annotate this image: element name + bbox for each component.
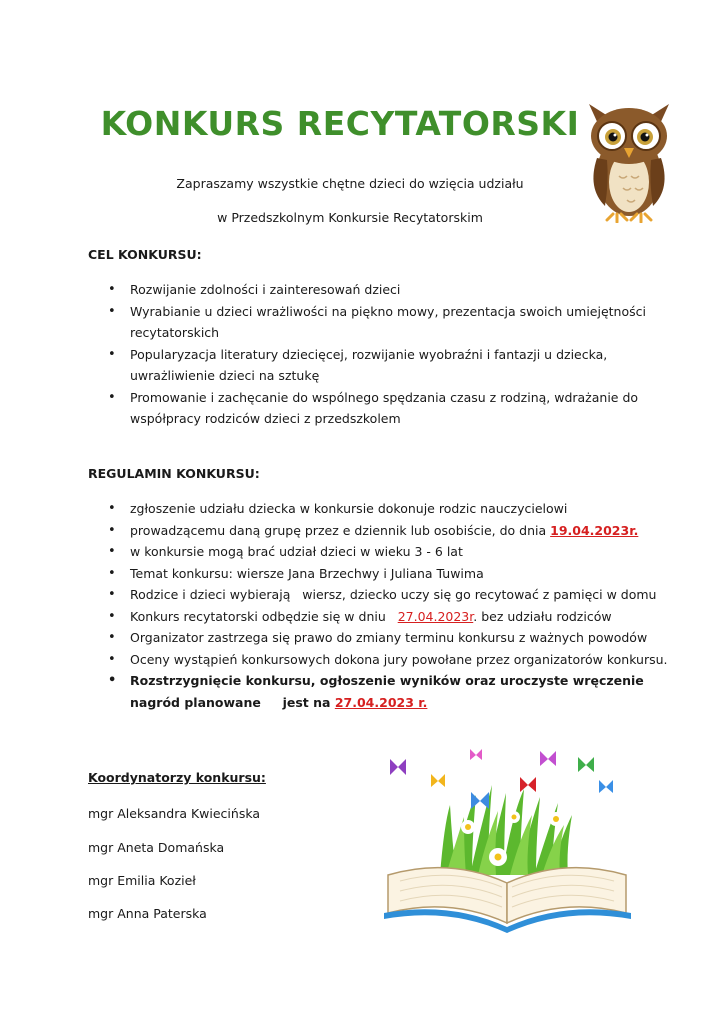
- list-item: • Rozwijanie zdolności i zainteresowań dzieci: [88, 279, 678, 301]
- list-item: • Oceny wystąpień konkursowych dokona jury powołane przez organizatorów konkursu.: [88, 649, 678, 671]
- list-item: • Wyrabianie u dzieci wrażliwości na piękno mowy, prezentacja swoich umiejętności recytatorskich: [88, 301, 678, 344]
- list-item: • Organizator zastrzega się prawo do zmiany terminu konkursu z ważnych powodów: [88, 627, 678, 649]
- list-item: [88, 520, 678, 542]
- list-item: • Popularyzacja literatury dziecięcej, rozwijanie wyobraźni i fantazji u dziecka, uwrażliwienie dzieci na sztukę: [88, 344, 678, 387]
- cel-heading: CEL KONKURSU:: [88, 247, 202, 262]
- list-item-text: prowadzącemu daną grupę przez e dziennik lub osobiście, do dnia: [130, 522, 551, 538]
- list-item-text: . bez udziału rodziców: [473, 608, 612, 624]
- results-date: 27.04.2023 r.: [334, 694, 428, 710]
- coordinator-name: mgr Aneta Domańska: [88, 840, 225, 855]
- intro-line-2: w Przedszkolnym Konkursie Recytatorskim: [217, 210, 483, 225]
- coordinator-name: mgr Aleksandra Kwiecińska: [88, 806, 261, 821]
- regulamin-heading: REGULAMIN KONKURSU:: [88, 466, 260, 481]
- regulamin-list: [88, 498, 678, 713]
- list-item: • w konkursie mogą brać udział dzieci w wieku 3 - 6 lat: [88, 541, 678, 563]
- coordinator-name: mgr Anna Paterska: [88, 906, 207, 921]
- contest-date: 27.04.2023r: [397, 608, 474, 624]
- cel-list: [88, 279, 678, 430]
- list-item: • Rodzice i dzieci wybierają wiersz, dziecko uczy się go recytować z pamięci w domu: [88, 584, 678, 606]
- list-item: • Promowanie i zachęcanie do wspólnego spędzania czasu z rodziną, wdrażanie do współpracy rodziców dzieci z przedszkolem: [88, 387, 678, 430]
- book-icon: [380, 745, 635, 935]
- list-item: • zgłoszenie udziału dziecka w konkursie dokonuje rodzic nauczycielowi: [88, 498, 678, 520]
- list-item: • Temat konkursu: wiersze Jana Brzechwy i Juliana Tuwima: [88, 563, 678, 585]
- page-title: KONKURS RECYTATORSKI: [100, 104, 580, 143]
- coordinators-heading: Koordynatorzy konkursu:: [88, 770, 266, 785]
- intro-line-1: Zapraszamy wszystkie chętne dzieci do wzięcia udziału: [176, 176, 524, 191]
- owl-icon: [583, 98, 675, 223]
- list-item-text: Rozstrzygnięcie konkursu, ogłoszenie wyników oraz uroczyste wręczenie nagród planowane jest na: [130, 673, 649, 710]
- list-item-text: Konkurs recytatorski odbędzie się w dniu: [130, 608, 398, 624]
- list-item: [88, 670, 678, 713]
- coordinator-name: mgr Emilia Kozieł: [88, 873, 196, 888]
- deadline-date: 19.04.2023r.: [550, 522, 639, 538]
- list-item: [88, 606, 678, 628]
